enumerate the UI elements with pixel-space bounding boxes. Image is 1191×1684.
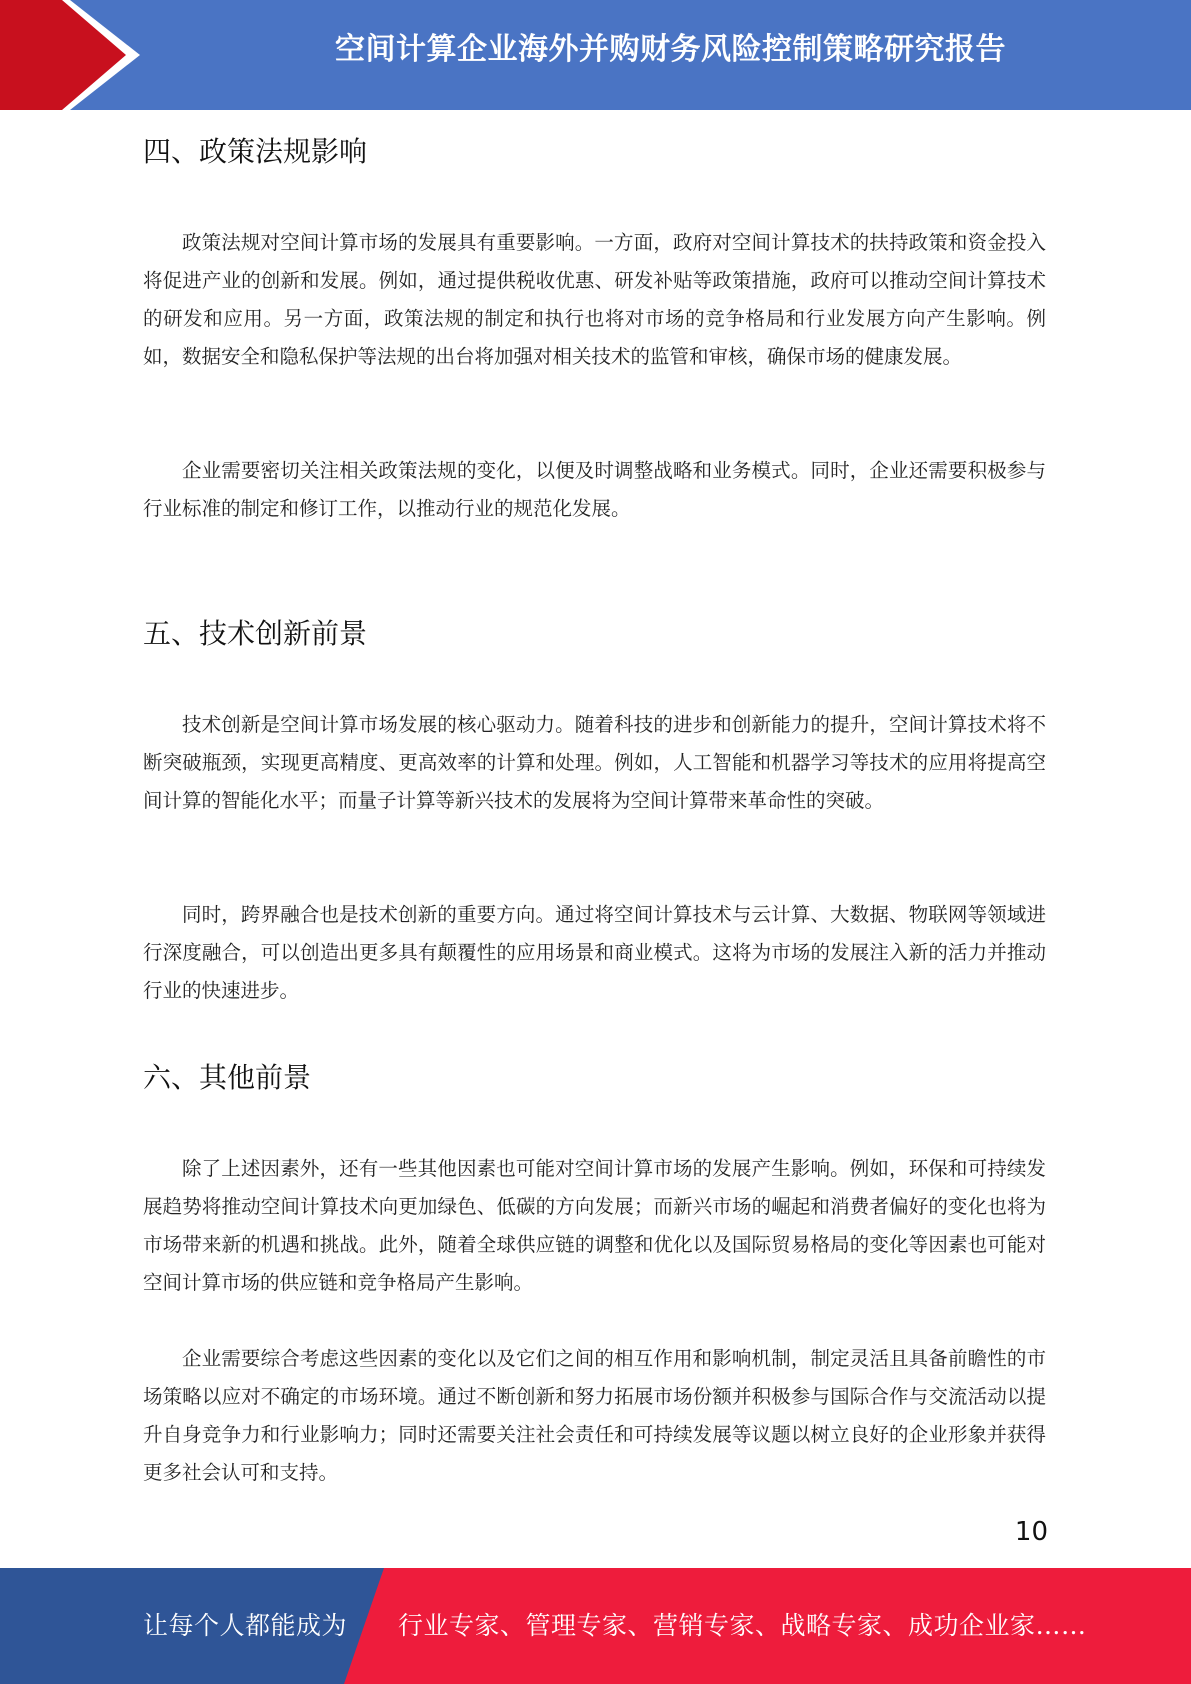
section-heading-policy: 四、政策法规影响 [143, 135, 368, 168]
header-chevron-icon [0, 0, 160, 110]
section-heading-other: 六、其他前景 [143, 1061, 312, 1094]
report-title: 空间计算企业海外并购财务风险控制策略研究报告 [335, 32, 1006, 67]
paragraph: 企业需要密切关注相关政策法规的变化，以便及时调整战略和业务模式。同时，企业还需要积极参与行业标准的制定和修订工作，以推动行业的规范化发展。 [143, 459, 1046, 520]
paragraph: 政策法规对空间计算市场的发展具有重要影响。一方面，政府对空间计算技术的扶持政策和资金投入将促进产业的创新和发展。例如，通过提供税收优惠、研发补贴等政策措施，政府可以推动空间计算技术的研发和应用。另一方面，政策法规的制定和执行也将对市场的竞争格局和行业发展方向产生影响。例如，数据安全和隐私保护等法规的出台将加强对相关技术的监管和审核，确保市场的健康发展。 [143, 231, 1046, 368]
footer-slogan-right: 行业专家、管理专家、营销专家、战略专家、成功企业家…… [398, 1611, 1087, 1640]
page-footer [0, 1568, 1191, 1684]
paragraph: 企业需要综合考虑这些因素的变化以及它们之间的相互作用和影响机制，制定灵活且具备前瞻性的市场策略以应对不确定的市场环境。通过不断创新和努力拓展市场份额并积极参与国际合作与交流活动以提升自身竞争力和行业影响力；同时还需要关注社会责任和可持续发展等议题以树立良好的企业形象并获得更多社会认可和支持。 [143, 1347, 1046, 1484]
paragraph: 技术创新是空间计算市场发展的核心驱动力。随着科技的进步和创新能力的提升，空间计算技术将不断突破瓶颈，实现更高精度、更高效率的计算和处理。例如，人工智能和机器学习等技术的应用将提高空间计算的智能化水平；而量子计算等新兴技术的发展将为空间计算带来革命性的突破。 [143, 713, 1046, 812]
paragraph: 同时，跨界融合也是技术创新的重要方向。通过将空间计算技术与云计算、大数据、物联网等领域进行深度融合，可以创造出更多具有颠覆性的应用场景和商业模式。这将为市场的发展注入新的活力并推动行业的快速进步。 [143, 903, 1046, 1002]
section-heading-tech: 五、技术创新前景 [143, 617, 368, 650]
paragraph: 除了上述因素外，还有一些其他因素也可能对空间计算市场的发展产生影响。例如，环保和可持续发展趋势将推动空间计算技术向更加绿色、低碳的方向发展；而新兴市场的崛起和消费者偏好的变化也将为市场带来新的机遇和挑战。此外，随着全球供应链的调整和优化以及国际贸易格局的变化等因素也可能对空间计算市场的供应链和竞争格局产生影响。 [143, 1157, 1046, 1294]
page-number: 10 [1014, 1517, 1048, 1547]
page-header [0, 0, 1191, 110]
footer-slogan-left: 让每个人都能成为 [143, 1611, 348, 1640]
